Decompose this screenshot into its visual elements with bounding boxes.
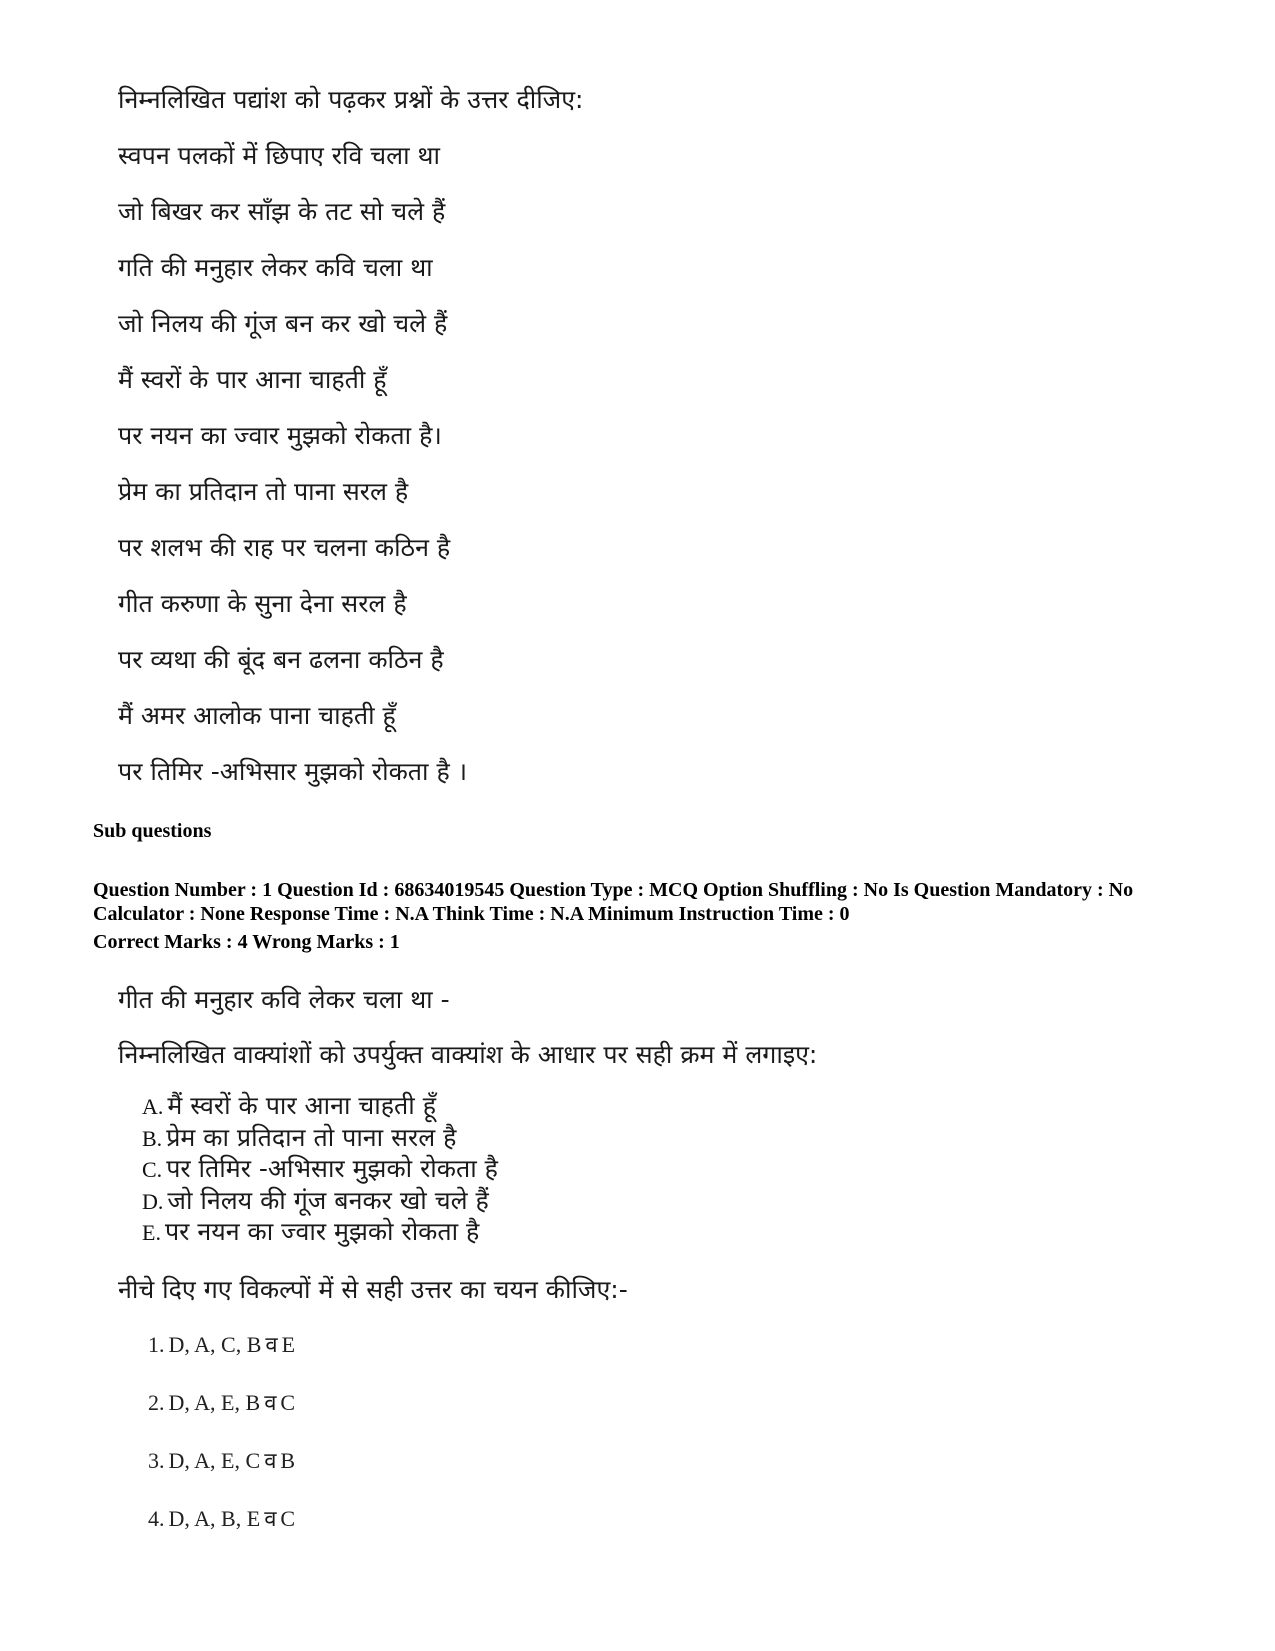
option-number: 1. xyxy=(148,1332,165,1357)
passage-line: गति की मनुहार लेकर कवि चला था xyxy=(118,253,433,282)
statement-item xyxy=(142,1185,498,1217)
statement-list xyxy=(142,1090,498,1248)
option-sequence: D, A, E, B xyxy=(168,1390,261,1415)
option-number: 2. xyxy=(148,1390,165,1415)
statement-text: पर नयन का ज्वार मुझको रोकता है xyxy=(164,1217,480,1246)
passage-line: स्वपन पलकों में छिपाए रवि चला था xyxy=(118,141,441,170)
option-conjunction: व xyxy=(264,1507,277,1532)
statement-letter: B. xyxy=(142,1125,163,1151)
passage-line: पर शलभ की राह पर चलना कठिन है xyxy=(118,533,451,562)
passage xyxy=(118,82,1118,810)
passage-line: पर तिमिर -अभिसार मुझको रोकता है । xyxy=(118,757,468,786)
statement-letter: C. xyxy=(142,1157,163,1182)
statement-letter: D. xyxy=(142,1188,164,1214)
option-conjunction: व xyxy=(264,1391,277,1416)
choose-answer-prompt: नीचे दिए गए विकल्पों में से सही उत्तर का चयन कीजिए:- xyxy=(118,1275,628,1304)
answer-option[interactable] xyxy=(148,1504,295,1562)
option-conjunction: व xyxy=(264,1449,277,1474)
answer-option[interactable] xyxy=(148,1330,295,1388)
passage-line: प्रेम का प्रतिदान तो पाना सरल है xyxy=(118,477,409,506)
passage-line: मैं अमर आलोक पाना चाहती हूँ xyxy=(118,701,396,730)
statement-item xyxy=(142,1153,498,1185)
passage-line: गीत करुणा के सुना देना सरल है xyxy=(118,589,407,618)
answer-option[interactable] xyxy=(148,1388,295,1446)
option-sequence: D, A, E, C xyxy=(168,1448,261,1473)
statement-item xyxy=(142,1122,498,1154)
passage-line: जो बिखर कर साँझ के तट सो चले हैं xyxy=(118,197,446,226)
question-marks: Correct Marks : 4 Wrong Marks : 1 xyxy=(93,931,400,953)
statement-item xyxy=(142,1216,498,1248)
statement-letter: A. xyxy=(142,1094,164,1119)
answer-options xyxy=(148,1330,295,1562)
option-last: E xyxy=(281,1332,296,1357)
answer-option[interactable] xyxy=(148,1446,295,1504)
statement-text: प्रेम का प्रतिदान तो पाना सरल है xyxy=(166,1122,457,1152)
question-instruction: निम्नलिखित वाक्यांशों को उपर्युक्त वाक्यांश के आधार पर सही क्रम में लगाइए: xyxy=(118,1040,818,1069)
question-stem: गीत की मनुहार कवि लेकर चला था - xyxy=(118,985,450,1014)
statement-text: मैं स्वरों के पार आना चाहती हूँ xyxy=(167,1091,436,1120)
passage-line: मैं स्वरों के पार आना चाहती हूँ xyxy=(118,365,387,394)
option-last: B xyxy=(280,1448,296,1473)
passage-line: जो निलय की गूंज बन कर खो चले हैं xyxy=(118,309,448,338)
option-number: 3. xyxy=(148,1448,165,1473)
option-number: 4. xyxy=(148,1506,165,1531)
option-sequence: D, A, C, B xyxy=(168,1332,262,1357)
passage-intro: निम्नलिखित पद्यांश को पढ़कर प्रश्नों के उत्तर दीजिए: xyxy=(118,85,584,114)
option-last: C xyxy=(280,1506,296,1531)
option-last: C xyxy=(280,1390,296,1415)
statement-item xyxy=(142,1090,498,1122)
passage-line: पर नयन का ज्वार मुझको रोकता है। xyxy=(118,421,442,450)
sub-questions-heading: Sub questions xyxy=(93,820,212,842)
statement-letter: E. xyxy=(142,1220,161,1245)
option-sequence: D, A, B, E xyxy=(168,1506,261,1531)
statement-text: जो निलय की गूंज बनकर खो चले हैं xyxy=(167,1185,489,1215)
statement-text: पर तिमिर -अभिसार मुझको रोकता है xyxy=(166,1154,498,1183)
option-conjunction: व xyxy=(265,1333,278,1358)
question-metadata: Question Number : 1 Question Id : 68634019545 Question Type : MCQ Option Shuffling : No Is Question Mandatory : No Calculator : None Response Time : N.A Think Time : N.A Minimum Instruction Time : 0 xyxy=(93,879,1134,925)
passage-line: पर व्यथा की बूंद बन ढलना कठिन है xyxy=(118,645,444,674)
